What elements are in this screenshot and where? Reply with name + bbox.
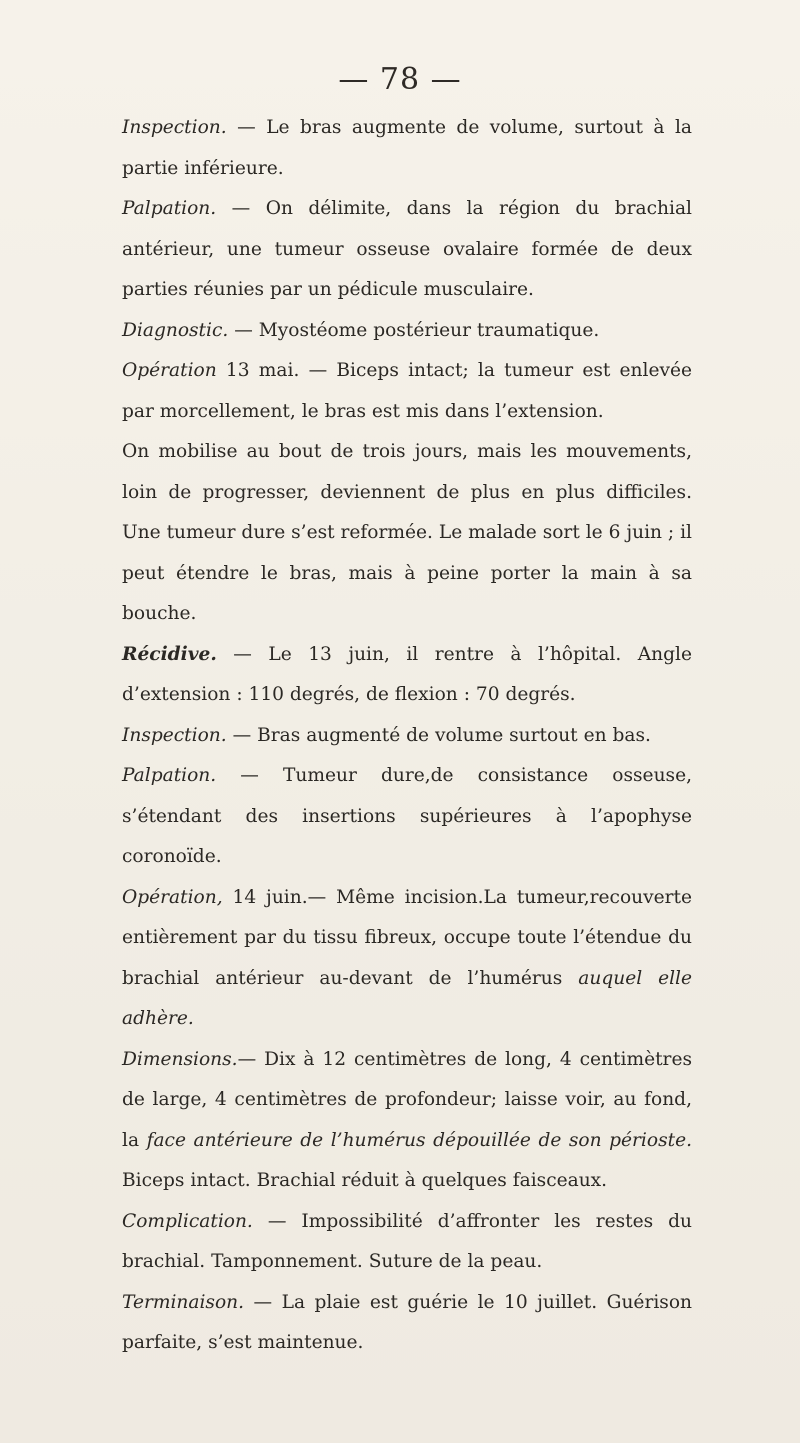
paragraph-complication bbox=[122, 1202, 692, 1283]
paragraph-text: — Dix à 12 centimètres de long, 4 centimètres de large, 4 centimètres de profondeur; laisse voir, au fond, la bbox=[122, 1048, 692, 1151]
paragraph-italic-text: auquel elle adhère. bbox=[122, 967, 693, 1029]
paragraph-mobilisation bbox=[122, 432, 692, 635]
section-label: Opération bbox=[122, 360, 217, 381]
paragraph-text: 14 juin.— Même incision.La tumeur,recouverte entièrement par du tissu fibreux, occupe toute l’étendue du brachial antérieur au-devant de l’humérus bbox=[122, 886, 692, 989]
paragraph-italic-text: face antérieure de l’humérus dépouillée de son périoste. bbox=[146, 1129, 693, 1151]
paragraph-terminaison bbox=[122, 1283, 692, 1364]
paragraph-text: — Tumeur dure,de consistance osseuse, s’étendant des insertions supérieures à l’apophyse coronoïde. bbox=[122, 765, 692, 867]
paragraph-dimensions bbox=[122, 1040, 692, 1202]
paragraph-text: — Bras augmenté de volume surtout en bas. bbox=[226, 724, 651, 746]
paragraph-text: — Impossibilité d’affronter les restes du brachial. Tamponnement. Suture de la peau. bbox=[122, 1210, 692, 1272]
section-label: Palpation. bbox=[122, 765, 217, 786]
section-label: Diagnostic. bbox=[122, 319, 229, 341]
paragraph-text-after: Biceps intact. Brachial réduit à quelques faisceaux. bbox=[122, 1170, 608, 1191]
paragraph-operation bbox=[122, 351, 692, 432]
document-body bbox=[122, 108, 692, 1364]
page-number: — 78 — bbox=[338, 62, 462, 97]
paragraph-text: — La plaie est guérie le 10 juillet. Guérison parfaite, s’est maintenue. bbox=[122, 1291, 692, 1353]
section-label: Dimensions. bbox=[122, 1048, 238, 1070]
section-label: Opération, bbox=[122, 886, 223, 908]
paragraph-text: On mobilise au bout de trois jours, mais les mouvements, loin de progresser, deviennent de plus en plus difficiles. Une tumeur dure s’est reformée. Le malade sort le 6 juin ; il peut étendre le bras, mais à peine porter la main à sa bouche. bbox=[122, 441, 692, 624]
paragraph-inspection-2 bbox=[122, 716, 692, 757]
section-label: Récidive. bbox=[122, 643, 217, 665]
paragraph-palpation-2 bbox=[122, 756, 692, 878]
section-label: Inspection. bbox=[122, 724, 227, 746]
paragraph-inspection bbox=[122, 108, 692, 189]
section-label: Palpation. bbox=[122, 198, 217, 219]
paragraph-text: — Le 13 juin, il rentre à l’hôpital. Angle d’extension : 110 degrés, de flexion : 70 degrés. bbox=[122, 643, 692, 705]
paragraph-text: — Myostéome postérieur traumatique. bbox=[228, 319, 600, 341]
paragraph-text: 13 mai. — Biceps intact; la tumeur est enlevée par morcellement, le bras est mis dans l’extension. bbox=[122, 360, 692, 422]
paragraph-recidive bbox=[122, 635, 692, 716]
paragraph-operation-2 bbox=[122, 878, 692, 1040]
paragraph-diagnostic bbox=[122, 311, 692, 352]
section-label: Terminaison. bbox=[122, 1291, 245, 1313]
paragraph-text: — Le bras augmente de volume, surtout à la partie inférieure. bbox=[122, 117, 692, 179]
paragraph-palpation bbox=[122, 189, 692, 311]
paragraph-text: — On délimite, dans la région du brachial antérieur, une tumeur osseuse ovalaire formée de deux parties réunies par un pédicule musculaire. bbox=[122, 198, 692, 300]
section-label: Complication. bbox=[122, 1210, 253, 1232]
section-label: Inspection. bbox=[122, 117, 227, 138]
